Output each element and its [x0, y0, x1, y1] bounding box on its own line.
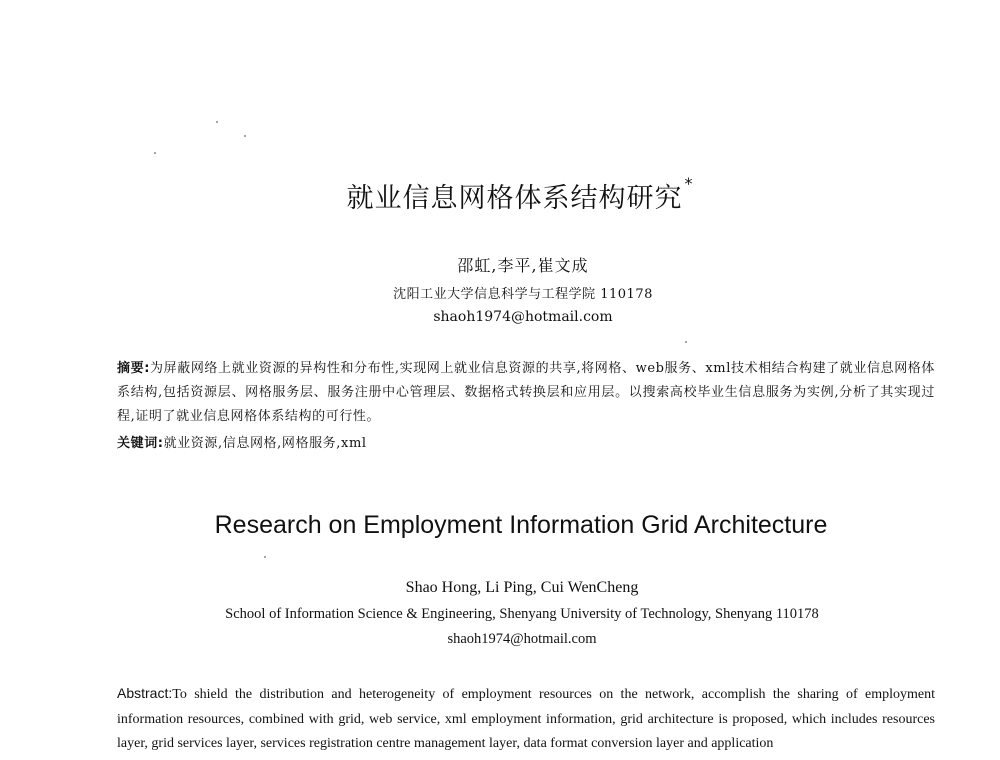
- scan-speck: [154, 152, 156, 154]
- english-email: shaoh1974@hotmail.com: [447, 631, 597, 647]
- footnote-mark: *: [684, 174, 694, 193]
- english-title: Research on Employment Information Grid Architecture: [214, 511, 828, 539]
- english-affiliation: School of Information Science & Engineering, Shenyang University of Technology, Shenyang 110178: [225, 606, 819, 622]
- chinese-authors: 邵虹,李平,崔文成: [457, 256, 589, 275]
- english-abstract-label: Abstract:: [117, 685, 173, 701]
- english-abstract-text: To shield the distribution and heterogeneity of employment resources on the network, accomplish the sharing of employment information resources, combined with grid, web service, xml employment information, grid architecture is proposed, which includes resources layer, grid services layer, services registration centre management layer, data format conversion layer and application: [117, 687, 935, 751]
- scan-speck: [244, 135, 246, 137]
- english-authors: Shao Hong, Li Ping, Cui WenCheng: [405, 579, 639, 596]
- scan-speck: [685, 341, 687, 343]
- chinese-abstract-text: 为屏蔽网络上就业资源的异构性和分布性,实现网上就业信息资源的共享,将网格、web服务、xml技术相结合构建了就业信息网格体系结构,包括资源层、网格服务层、服务注册中心管理层、数据格式转换层和应用层。以搜索高校毕业生信息服务为实例,分析了其实现过程,证明了就业信息网格体系结构的可行性。: [117, 361, 936, 424]
- chinese-abstract: [117, 357, 935, 429]
- scan-speck: [216, 121, 218, 123]
- english-abstract: [117, 681, 935, 757]
- chinese-title: [0, 176, 1000, 215]
- chinese-email: shaoh1974@hotmail.com: [433, 309, 613, 325]
- chinese-keywords: [117, 432, 935, 451]
- scan-speck: [264, 556, 266, 558]
- chinese-keywords-text: 就业资源,信息网格,网格服务,xml: [163, 436, 367, 451]
- chinese-keywords-label: 关键词:: [117, 436, 164, 451]
- chinese-title-text: 就业信息网格体系结构研究: [346, 183, 683, 214]
- chinese-affiliation: 沈阳工业大学信息科学与工程学院 110178: [393, 287, 653, 302]
- chinese-abstract-label: 摘要:: [117, 361, 151, 376]
